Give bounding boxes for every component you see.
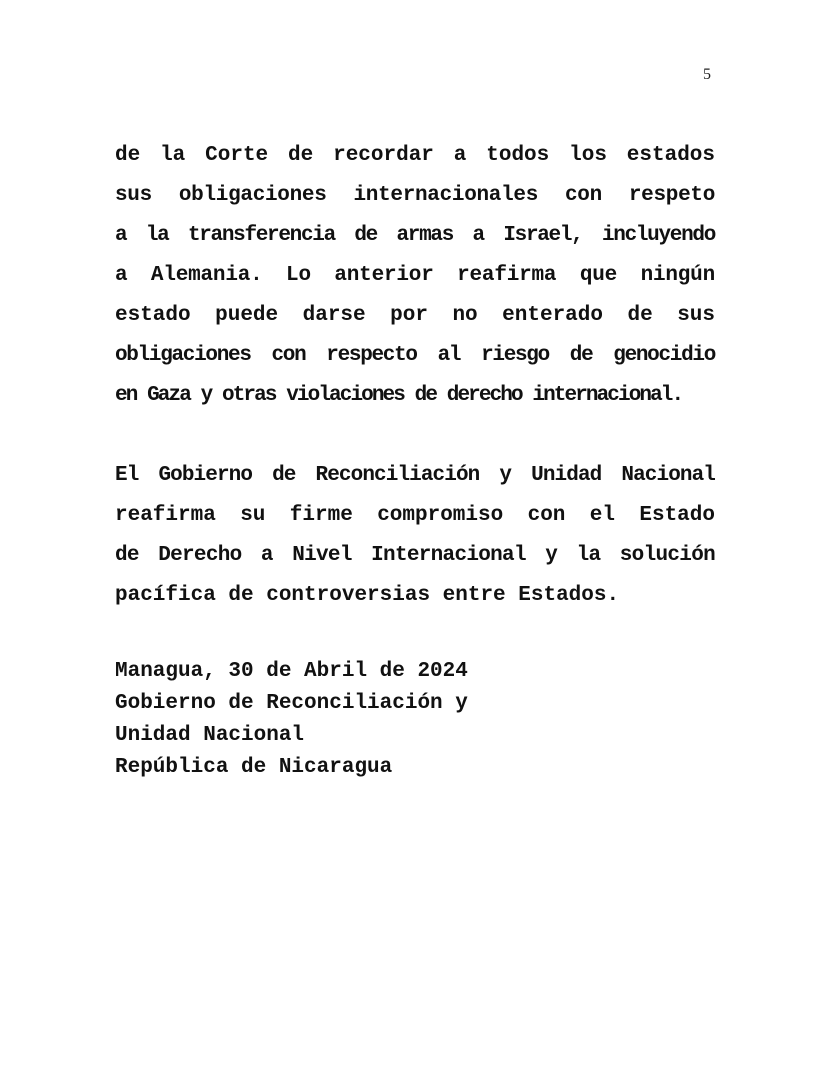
text-line: en Gaza y otras violaciones de derecho internacional.	[115, 384, 683, 407]
signature-country: República de Nicaragua	[115, 756, 393, 779]
text-line: de la Corte de recordar a todos los estados	[115, 144, 715, 167]
paragraph-commitment	[115, 456, 715, 616]
document-body	[115, 136, 715, 784]
text-line: El Gobierno de Reconciliación y Unidad Nacional	[115, 464, 715, 487]
text-line: sus obligaciones internacionales con respeto	[115, 184, 715, 207]
text-line: reafirma su firme compromiso con el Estado	[115, 504, 715, 527]
text-line: pacífica de controversias entre Estados.	[115, 584, 620, 607]
text-line: a la transferencia de armas a Israel, incluyendo	[115, 224, 715, 247]
text-line: de Derecho a Nivel Internacional y la solución	[115, 544, 715, 567]
text-line: estado puede darse por no enterado de sus	[115, 304, 715, 327]
signature-line: Gobierno de Reconciliación y	[115, 692, 468, 715]
signature-line: Unidad Nacional	[115, 724, 305, 747]
page-number: 5	[703, 66, 711, 83]
signature-place-date: Managua, 30 de Abril de 2024	[115, 660, 468, 683]
paragraph-court-obligations	[115, 136, 715, 416]
signature-block	[115, 656, 715, 784]
text-line: a Alemania. Lo anterior reafirma que ningún	[115, 264, 715, 287]
text-line: obligaciones con respecto al riesgo de genocidio	[115, 344, 715, 367]
